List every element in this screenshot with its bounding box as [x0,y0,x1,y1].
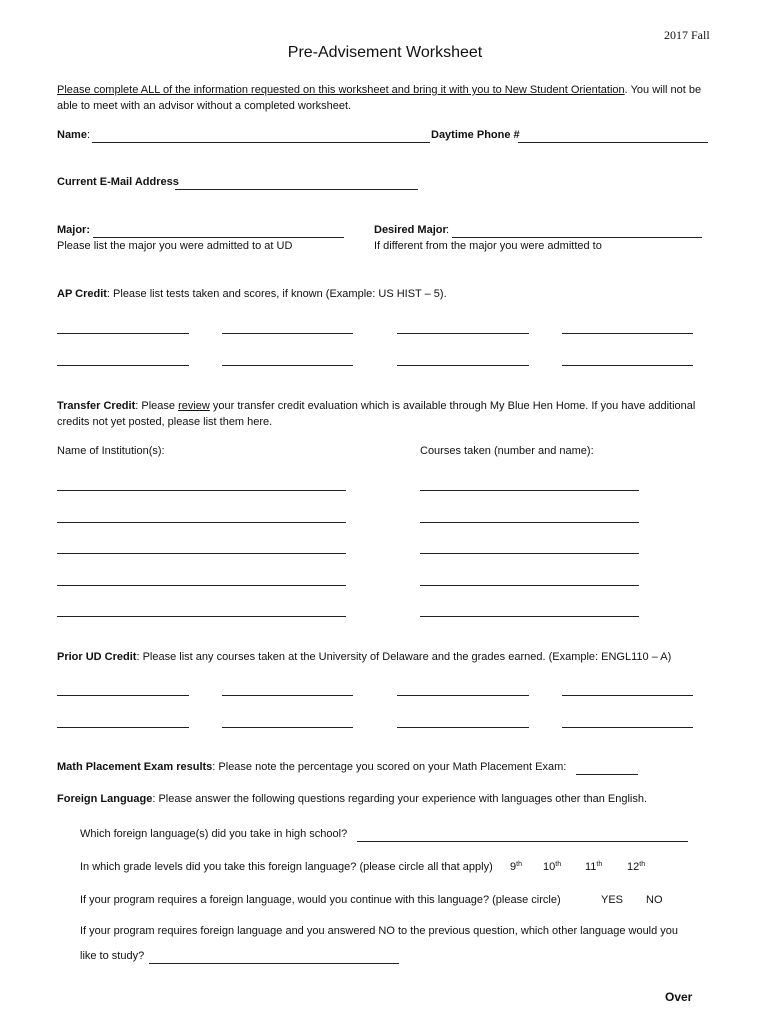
language-q3: If your program requires a foreign language, would you continue with this language? (please circle) [80,894,561,906]
institution-field[interactable] [57,490,346,491]
ap-credit-field[interactable] [222,365,353,366]
institution-field[interactable] [57,553,346,554]
name-field[interactable] [92,142,430,143]
ap-credit-field[interactable] [562,365,693,366]
ap-credit-instruction: AP Credit: Please list tests taken and scores, if known (Example: US HIST – 5). [57,288,447,300]
intro-paragraph [57,82,712,114]
intro-underlined: Please complete ALL of the information requested on this worksheet and bring it with you to New Student Orientation [57,84,625,96]
institution-field[interactable] [57,522,346,523]
ap-credit-field[interactable] [57,365,189,366]
ap-credit-field[interactable] [397,365,529,366]
math-score-field[interactable] [576,774,638,775]
language-q1-field[interactable] [357,841,688,842]
language-q1: Which foreign language(s) did you take in high school? [80,828,348,840]
language-q2: In which grade levels did you take this foreign language? (please circle all that apply) [80,861,493,873]
language-q4-cont: like to study? [80,950,145,962]
institution-label: Name of Institution(s): [57,445,165,457]
ap-credit-field[interactable] [397,333,529,334]
prior-ud-field[interactable] [222,727,353,728]
desired-major-field[interactable] [452,237,702,238]
ap-credit-field[interactable] [222,333,353,334]
grade-option[interactable]: 9th [510,861,522,873]
desired-major-hint: If different from the major you were admitted to [374,240,602,252]
courses-field[interactable] [420,616,639,617]
email-field[interactable] [175,189,418,190]
prior-ud-field[interactable] [562,727,693,728]
major-hint: Please list the major you were admitted to at UD [57,240,293,252]
email-label: Current E-Mail Address [57,176,179,188]
institution-field[interactable] [57,585,346,586]
grade-option[interactable]: 11th [585,861,603,873]
name-label: Name [57,129,87,141]
courses-field[interactable] [420,490,639,491]
institution-field[interactable] [57,616,346,617]
courses-field[interactable] [420,553,639,554]
language-instruction: Foreign Language: Please answer the following questions regarding your experience with languages other than English. [57,793,648,805]
desired-major-label: Desired Major [374,224,447,236]
prior-ud-field[interactable] [397,727,529,728]
page-title: Pre-Advisement Worksheet [287,44,483,61]
semester-label: 2017 Fall [664,28,710,42]
courses-field[interactable] [420,585,639,586]
language-q4-field[interactable] [149,963,399,964]
ap-credit-field[interactable] [562,333,693,334]
language-q4: If your program requires foreign language and you answered NO to the previous question, which other language would you [80,925,679,937]
major-label: Major: [57,224,90,236]
transfer-credit-instruction: Transfer Credit: Please review your transfer credit evaluation which is available through My Blue Hen Home. If you have additional credits not yet posted, please list them here. [57,400,696,428]
ap-credit-field[interactable] [57,333,189,334]
courses-label: Courses taken (number and name): [420,445,594,457]
prior-ud-field[interactable] [222,695,353,696]
courses-field[interactable] [420,522,639,523]
math-instruction: Math Placement Exam results: Please note the percentage you scored on your Math Placement Exam: [57,761,567,773]
over-label: Over [665,990,693,1004]
grade-option[interactable]: 10th [543,861,562,873]
major-field[interactable] [93,237,344,238]
no-option[interactable]: NO [646,894,663,906]
phone-label: Daytime Phone # [431,129,520,141]
prior-ud-field[interactable] [562,695,693,696]
prior-ud-field[interactable] [397,695,529,696]
prior-ud-field[interactable] [57,727,189,728]
grade-option[interactable]: 12th [627,861,646,873]
yes-option[interactable]: YES [601,894,624,906]
prior-ud-field[interactable] [57,695,189,696]
prior-ud-instruction: Prior UD Credit: Please list any courses taken at the University of Delaware and the grades earned. (Example: ENGL110 – A) [57,651,672,663]
intro-rest: . You will not be able to meet with an advisor without a completed worksheet. [57,84,702,112]
phone-field[interactable] [518,142,708,143]
